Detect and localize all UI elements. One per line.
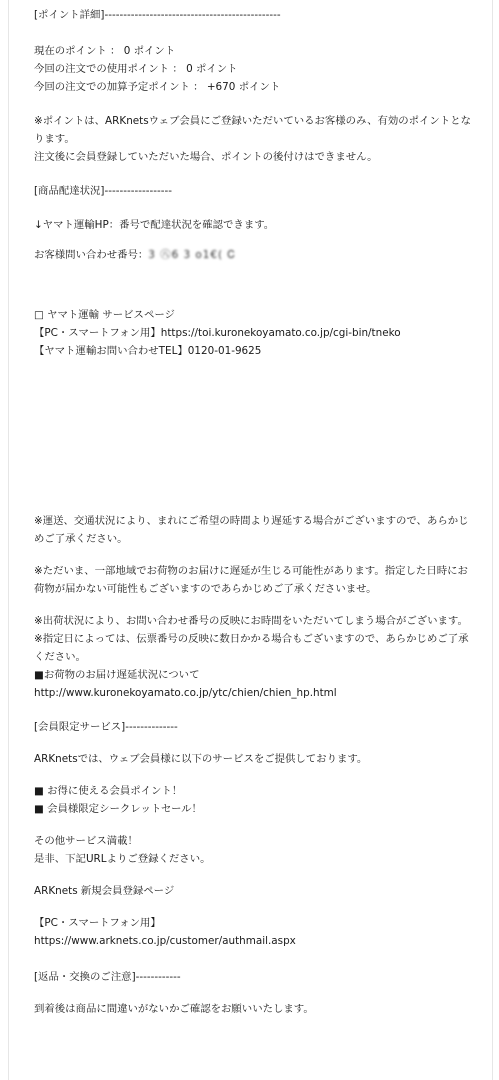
register-pc-sp-label: 【PC・スマートフォン用】 bbox=[34, 917, 161, 929]
delay-info-title: ■お荷物のお届け遅延状況について bbox=[34, 669, 200, 681]
member-benefit-points: ■ お得に使える会員ポイント！ bbox=[34, 785, 183, 797]
current-points: 現在のポイント ： 0 ポイント bbox=[34, 45, 176, 57]
area-delay-notice: ※ただいま、一部地域でお荷物のお届けに遅延が生じる可能性があります。指定した日時にお荷物が届かない可能性もございますのであらかじめご了承くださいませ。 bbox=[34, 565, 468, 595]
member-intro: ARKnetsでは、ウェブ会員様に以下のサービスをご提供しております。 bbox=[34, 753, 368, 765]
yamato-hp-note: ↓ヤマト運輸HP：番号で配達状況を確認できます。 bbox=[34, 219, 275, 231]
shipping-status-notice: ※出荷状況により、お問い合わせ番号の反映にお時間をいただいてしまう場合がございます。 bbox=[34, 615, 468, 627]
delay-notice: ※運送、交通状況により、まれにご希望の時間より遅延する場合がございますので、あらかじめご了承ください。 bbox=[34, 515, 469, 545]
returns-note: 到着後は商品に間違いがないかご確認をお願いいたします。 bbox=[34, 1003, 314, 1015]
yamato-tel: 【ヤマト運輸お問い合わせTEL】0120-01-9625 bbox=[34, 345, 262, 357]
delay-info-link[interactable]: http://www.kuronekoyamato.co.jp/ytc/chien/chien_hp.html bbox=[34, 687, 337, 699]
points-note: ※ポイントは、ARKnetsウェブ会員にご登録いただいているお客様のみ、有効のポイントとなります。 bbox=[34, 115, 471, 145]
yamato-service-page: □ ヤマト運輸 サービスページ bbox=[34, 309, 175, 321]
inquiry-value-redacted: 3 ㊇6 3 o1€( Ꮯ bbox=[148, 249, 236, 261]
email-content bbox=[34, 6, 474, 1018]
points-section-header: [ポイント詳細]----------------------------------------------- bbox=[34, 9, 281, 21]
member-register-prompt: 是非、下記URLよりご登録ください。 bbox=[34, 853, 211, 865]
inquiry-number bbox=[34, 246, 474, 264]
delivery-section-header: [商品配達状況]------------------ bbox=[34, 185, 172, 197]
inquiry-label: お客様問い合わせ番号： bbox=[34, 249, 149, 261]
added-points: 今回の注文での加算予定ポイント ： +670 ポイント bbox=[34, 81, 281, 93]
yamato-tracking-link[interactable]: 【PC・スマートフォン用】https://toi.kuronekoyamato.co.jp/cgi-bin/tneko bbox=[34, 327, 401, 339]
left-border bbox=[8, 0, 9, 1080]
returns-section-header: [返品・交換のご注意]------------ bbox=[34, 971, 181, 983]
register-link[interactable]: https://www.arknets.co.jp/customer/authmail.aspx bbox=[34, 935, 296, 947]
register-page-title: ARKnets 新規会員登録ページ bbox=[34, 885, 175, 897]
points-note-2: 注文後に会員登録していただいた場合、ポイントの後付けはできません。 bbox=[34, 151, 378, 163]
designated-date-notice: ※指定日によっては、伝票番号の反映に数日かかる場合もございますので、あらかじめご了承ください。 bbox=[34, 633, 469, 663]
member-section-header: [会員限定サービス]-------------- bbox=[34, 721, 178, 733]
right-border bbox=[492, 0, 493, 1080]
member-benefit-sale: ■ 会員様限定シークレットセール！ bbox=[34, 803, 202, 815]
member-more-services: その他サービス満載！ bbox=[34, 835, 138, 847]
used-points: 今回の注文での使用ポイント ： 0 ポイント bbox=[34, 63, 238, 75]
